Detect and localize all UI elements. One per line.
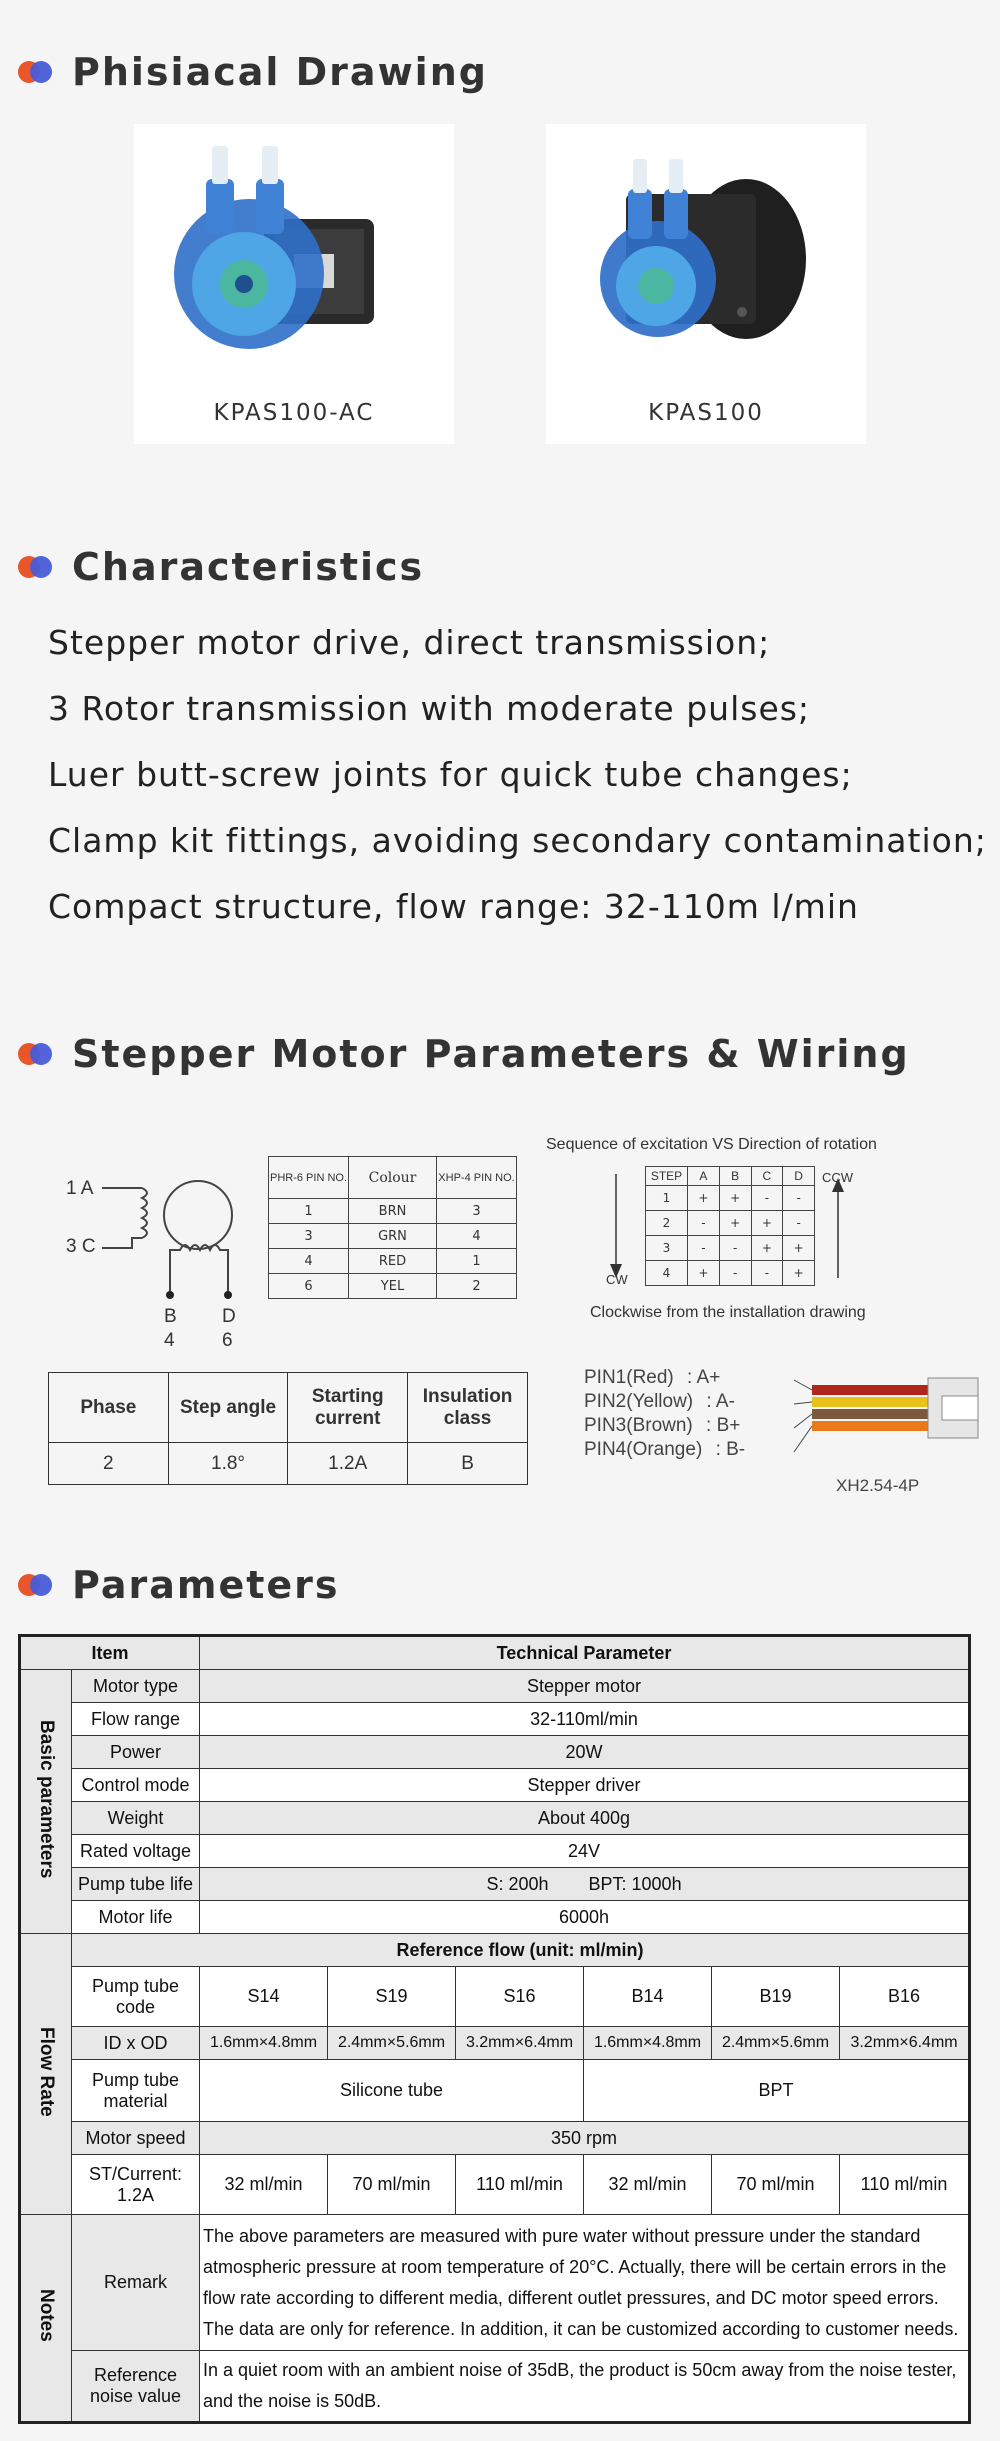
param-key: Reference noise value: [72, 2351, 200, 2423]
material-value: Silicone tube: [200, 2060, 584, 2122]
group-label-notes: Notes: [36, 2289, 57, 2342]
characteristic-item: Compact structure, flow range: 32-110m l/min: [48, 887, 859, 926]
table-header-item: Item: [20, 1636, 200, 1670]
table-row: [20, 1934, 970, 1967]
table-row: [20, 2215, 970, 2351]
bullet-dots-icon: [18, 1571, 58, 1599]
param-value: 24V: [200, 1835, 970, 1868]
table-cell: 1.8°: [168, 1443, 288, 1485]
table-cell: GRN: [349, 1224, 437, 1249]
table-cell: +: [688, 1186, 720, 1211]
param-key: Control mode: [72, 1769, 200, 1802]
pin-name: PIN4(Orange): [584, 1439, 703, 1460]
table-header: B: [719, 1167, 751, 1186]
param-key: ID x OD: [72, 2027, 200, 2060]
table-cell: -: [719, 1236, 751, 1261]
table-cell: -: [719, 1261, 751, 1286]
param-key: Pump tube code: [72, 1967, 200, 2027]
table-row: [20, 1967, 970, 2027]
table-row: [20, 1901, 970, 1934]
tube-code: B19: [712, 1967, 840, 2027]
table-header: C: [751, 1167, 783, 1186]
param-value: 6000h: [200, 1901, 970, 1934]
table-row: [20, 2027, 970, 2060]
table-row: [20, 1769, 970, 1802]
sequence-table: [645, 1166, 815, 1286]
param-value: About 400g: [200, 1802, 970, 1835]
pin-name: PIN3(Brown): [584, 1415, 693, 1436]
tube-code: B16: [840, 1967, 970, 2027]
product-card-kpas100: [546, 124, 866, 444]
table-header: Starting current: [288, 1373, 408, 1443]
section-header-characteristics: [18, 545, 424, 589]
flow-value: 70 ml/min: [328, 2155, 456, 2215]
table-row: [646, 1186, 815, 1211]
param-key: Flow range: [72, 1703, 200, 1736]
flow-value: 32 ml/min: [200, 2155, 328, 2215]
table-header: A: [688, 1167, 720, 1186]
table-cell: -: [751, 1261, 783, 1286]
tube-code: S14: [200, 1967, 328, 2027]
idod-value: 3.2mm×6.4mm: [840, 2027, 970, 2060]
section-title: Stepper Motor Parameters & Wiring: [72, 1032, 910, 1076]
phase-table: [48, 1372, 528, 1485]
param-value: 350 rpm: [200, 2122, 970, 2155]
table-cell: 1: [437, 1249, 517, 1274]
table-cell: B: [408, 1443, 528, 1485]
sequence-title: Sequence of excitation VS Direction of rotation: [546, 1136, 877, 1153]
characteristic-item: Clamp kit fittings, avoiding secondary contamination;: [48, 821, 987, 860]
table-cell: 2: [437, 1274, 517, 1299]
coil-label-d: D: [222, 1306, 236, 1327]
table-cell: -: [783, 1186, 815, 1211]
table-cell: -: [783, 1211, 815, 1236]
table-header: Step angle: [168, 1373, 288, 1443]
coil-label-b-num: 4: [164, 1330, 175, 1351]
table-row: [20, 1703, 970, 1736]
table-cell: +: [783, 1236, 815, 1261]
table-header: Insulation class: [408, 1373, 528, 1443]
section-header-drawing: [18, 50, 488, 94]
table-cell: RED: [349, 1249, 437, 1274]
bullet-dots-icon: [18, 58, 58, 86]
bullet-dots-icon: [18, 1040, 58, 1068]
table-header: Colour: [349, 1157, 437, 1199]
section-title: Parameters: [72, 1563, 340, 1607]
bullet-dots-icon: [18, 553, 58, 581]
noise-text: In a quiet room with an ambient noise of 35dB, the product is 50cm away from the noise tester, and the noise is 50dB.: [200, 2351, 970, 2423]
table-row: [646, 1211, 815, 1236]
param-value: Stepper driver: [200, 1769, 970, 1802]
product-label: KPAS100-AC: [213, 400, 375, 426]
table-header: Phase: [49, 1373, 169, 1443]
table-header-technical: Technical Parameter: [200, 1636, 970, 1670]
param-key: Pump tube material: [72, 2060, 200, 2122]
coil-label-d-num: 6: [222, 1330, 233, 1351]
table-cell: 3: [437, 1199, 517, 1224]
param-key: Weight: [72, 1802, 200, 1835]
param-key: Rated voltage: [72, 1835, 200, 1868]
table-header: XHP-4 PIN NO.: [437, 1157, 517, 1199]
table-row: [269, 1199, 517, 1224]
table-row: [20, 1835, 970, 1868]
flow-value: 110 ml/min: [840, 2155, 970, 2215]
table-row: [646, 1236, 815, 1261]
section-title: Phisiacal Drawing: [72, 50, 488, 94]
table-cell: +: [688, 1261, 720, 1286]
pin-mapping-table: [268, 1156, 517, 1299]
coil-diagram: [50, 1160, 260, 1360]
table-row: [20, 2122, 970, 2155]
section-title: Characteristics: [72, 545, 425, 589]
table-cell: 1: [646, 1186, 688, 1211]
characteristic-item: Luer butt-screw joints for quick tube changes;: [48, 755, 853, 794]
table-row: [20, 2155, 970, 2215]
param-key: Power: [72, 1736, 200, 1769]
pin-signal: : B-: [715, 1439, 746, 1460]
tube-code: B14: [584, 1967, 712, 2027]
pump-image-icon: [134, 124, 454, 374]
pin-signal: : A-: [706, 1391, 735, 1412]
remark-text: The above parameters are measured with pure water without pressure under the standard atmospheric pressure at room temperature of 20°C. Actually, there will be certain errors in the flow rate according to different media, different outlet pressures, and DC motor speed errors. The data are only for reference. In addition, it can be customized according to customer needs.: [200, 2215, 970, 2351]
tube-code: S19: [328, 1967, 456, 2027]
material-value: BPT: [584, 2060, 970, 2122]
cw-label: CW: [606, 1272, 628, 1287]
clockwise-note: Clockwise from the installation drawing: [590, 1304, 866, 1321]
table-cell: -: [751, 1186, 783, 1211]
idod-value: 2.4mm×5.6mm: [712, 2027, 840, 2060]
table-cell: BRN: [349, 1199, 437, 1224]
pin-signal: : B+: [706, 1415, 741, 1436]
table-row: [20, 2351, 970, 2423]
table-row: [646, 1261, 815, 1286]
idod-value: 3.2mm×6.4mm: [456, 2027, 584, 2060]
table-cell: 1: [269, 1199, 349, 1224]
table-header: STEP: [646, 1167, 688, 1186]
param-key: Pump tube life: [72, 1868, 200, 1901]
table-row: [269, 1249, 517, 1274]
table-row: [269, 1274, 517, 1299]
table-row: [20, 1868, 970, 1901]
param-value: 20W: [200, 1736, 970, 1769]
product-card-kpas100-ac: [134, 124, 454, 444]
characteristic-item: 3 Rotor transmission with moderate pulses;: [48, 689, 811, 728]
flow-value: 70 ml/min: [712, 2155, 840, 2215]
table-cell: +: [719, 1186, 751, 1211]
table-cell: 4: [646, 1261, 688, 1286]
idod-value: 1.6mm×4.8mm: [584, 2027, 712, 2060]
flow-value: 32 ml/min: [584, 2155, 712, 2215]
group-label-basic: Basic parameters: [36, 1719, 57, 1879]
table-cell: 2: [646, 1211, 688, 1236]
table-cell: 4: [269, 1249, 349, 1274]
coil-label-b: B: [164, 1306, 177, 1327]
table-cell: +: [783, 1261, 815, 1286]
table-cell: 2: [49, 1443, 169, 1485]
section-header-motor: [18, 1032, 910, 1076]
table-row: [20, 1736, 970, 1769]
param-key: ST/Current: 1.2A: [72, 2155, 200, 2215]
idod-value: 2.4mm×5.6mm: [328, 2027, 456, 2060]
pump-image-icon: [546, 124, 866, 374]
table-cell: +: [751, 1211, 783, 1236]
characteristics-list: [48, 618, 987, 948]
connector-icon: [792, 1372, 984, 1482]
table-cell: +: [751, 1236, 783, 1261]
parameters-table: [18, 1634, 968, 2424]
table-row: [20, 1802, 970, 1835]
section-header-parameters: [18, 1563, 340, 1607]
connector-label: XH2.54-4P: [836, 1476, 920, 1495]
product-label: KPAS100: [648, 400, 764, 426]
param-key: Motor life: [72, 1901, 200, 1934]
coil-label-1a: 1 A: [66, 1178, 94, 1199]
pin-name: PIN1(Red): [584, 1367, 674, 1388]
table-cell: -: [688, 1236, 720, 1261]
param-key: Motor type: [72, 1670, 200, 1703]
ccw-label: CCW: [822, 1170, 854, 1185]
flow-value: 110 ml/min: [456, 2155, 584, 2215]
table-cell: 4: [437, 1224, 517, 1249]
coil-label-3c: 3 C: [66, 1236, 96, 1257]
table-header: PHR-6 PIN NO.: [269, 1157, 349, 1199]
param-key: Remark: [72, 2215, 200, 2351]
pin-signal: : A+: [687, 1367, 721, 1388]
param-value: Stepper motor: [200, 1670, 970, 1703]
pin-wiring: [584, 1366, 984, 1506]
table-cell: 3: [269, 1224, 349, 1249]
table-row: [20, 1670, 970, 1703]
group-label-flow: Flow Rate: [36, 2026, 57, 2117]
table-cell: 1.2A: [288, 1443, 408, 1485]
table-cell: 3: [646, 1236, 688, 1261]
table-row: [49, 1443, 528, 1485]
param-value: S: 200h BPT: 1000h: [200, 1868, 970, 1901]
ref-flow-header: Reference flow (unit: ml/min): [72, 1934, 970, 1967]
table-cell: +: [719, 1211, 751, 1236]
param-value: 32-110ml/min: [200, 1703, 970, 1736]
characteristic-item: Stepper motor drive, direct transmission;: [48, 623, 771, 662]
idod-value: 1.6mm×4.8mm: [200, 2027, 328, 2060]
tube-code: S16: [456, 1967, 584, 2027]
param-key: Motor speed: [72, 2122, 200, 2155]
table-cell: 6: [269, 1274, 349, 1299]
table-cell: -: [688, 1211, 720, 1236]
pin-name: PIN2(Yellow): [584, 1391, 694, 1412]
table-row: [20, 2060, 970, 2122]
table-cell: YEL: [349, 1274, 437, 1299]
table-row: [269, 1224, 517, 1249]
table-header: D: [783, 1167, 815, 1186]
